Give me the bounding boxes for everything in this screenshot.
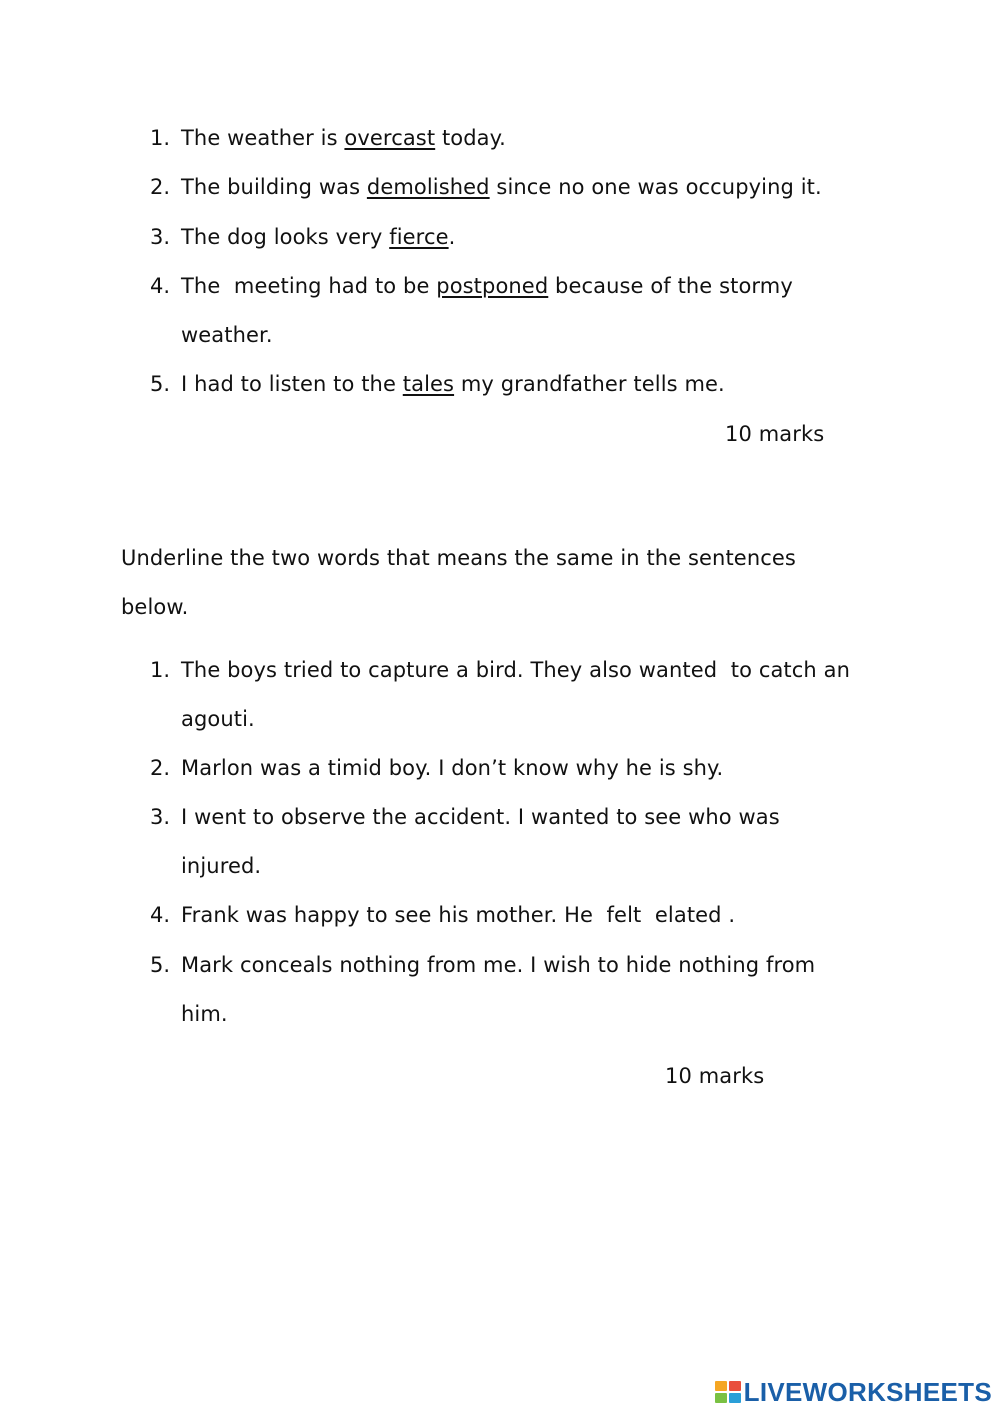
liveworksheets-brand[interactable] xyxy=(715,1376,992,1407)
logo-tile xyxy=(729,1381,741,1391)
pair-sentence-3: I went to observe the accident. I wanted to see who was xyxy=(181,805,780,829)
brand-name: LIVEWORKSHEETS xyxy=(743,1376,992,1407)
underlined-word: demolished xyxy=(366,175,490,199)
item-number: 1. xyxy=(150,658,171,682)
item-number: 5. xyxy=(150,953,171,977)
pair-sentence-1-continuation: agouti. xyxy=(181,707,255,731)
item-number: 5. xyxy=(150,372,171,396)
item-number: 4. xyxy=(150,903,171,927)
sentence-4: The meeting had to be postponed because of the stormy xyxy=(181,274,793,298)
pair-sentence-2: Marlon was a timid boy. I don’t know why he is shy. xyxy=(181,756,724,780)
pair-sentence-1: The boys tried to capture a bird. They also wanted to catch an xyxy=(181,658,850,682)
sentence-5: I had to listen to the tales my grandfather tells me. xyxy=(181,372,725,396)
underlined-word: tales xyxy=(402,372,455,396)
pair-sentence-4: Frank was happy to see his mother. He felt elated . xyxy=(181,903,736,927)
underlined-word: overcast xyxy=(344,126,436,150)
sentence-4-continuation: weather. xyxy=(181,323,273,347)
item-number: 1. xyxy=(150,126,171,150)
pair-sentence-5: Mark conceals nothing from me. I wish to hide nothing from xyxy=(181,953,816,977)
item-number: 2. xyxy=(150,756,171,780)
underlined-word: fierce xyxy=(389,225,449,249)
item-number: 3. xyxy=(150,225,171,249)
item-number: 4. xyxy=(150,274,171,298)
underlined-word: postponed xyxy=(436,274,549,298)
pair-sentence-5-continuation: him. xyxy=(181,1002,228,1026)
logo-tile xyxy=(715,1393,727,1403)
item-number: 3. xyxy=(150,805,171,829)
marks-label: 10 marks xyxy=(665,1064,765,1088)
sentence-2: The building was demolished since no one was occupying it. xyxy=(181,175,822,199)
instruction-continuation: below. xyxy=(121,595,189,619)
sentence-3: The dog looks very fierce. xyxy=(181,225,456,249)
logo-tile xyxy=(715,1381,727,1391)
marks-label: 10 marks xyxy=(725,422,825,446)
instruction: Underline the two words that means the same in the sentences xyxy=(121,546,796,570)
sentence-1: The weather is overcast today. xyxy=(181,126,506,150)
liveworksheets-logo-icon xyxy=(715,1381,741,1403)
pair-sentence-3-continuation: injured. xyxy=(181,854,262,878)
item-number: 2. xyxy=(150,175,171,199)
logo-tile xyxy=(729,1393,741,1403)
